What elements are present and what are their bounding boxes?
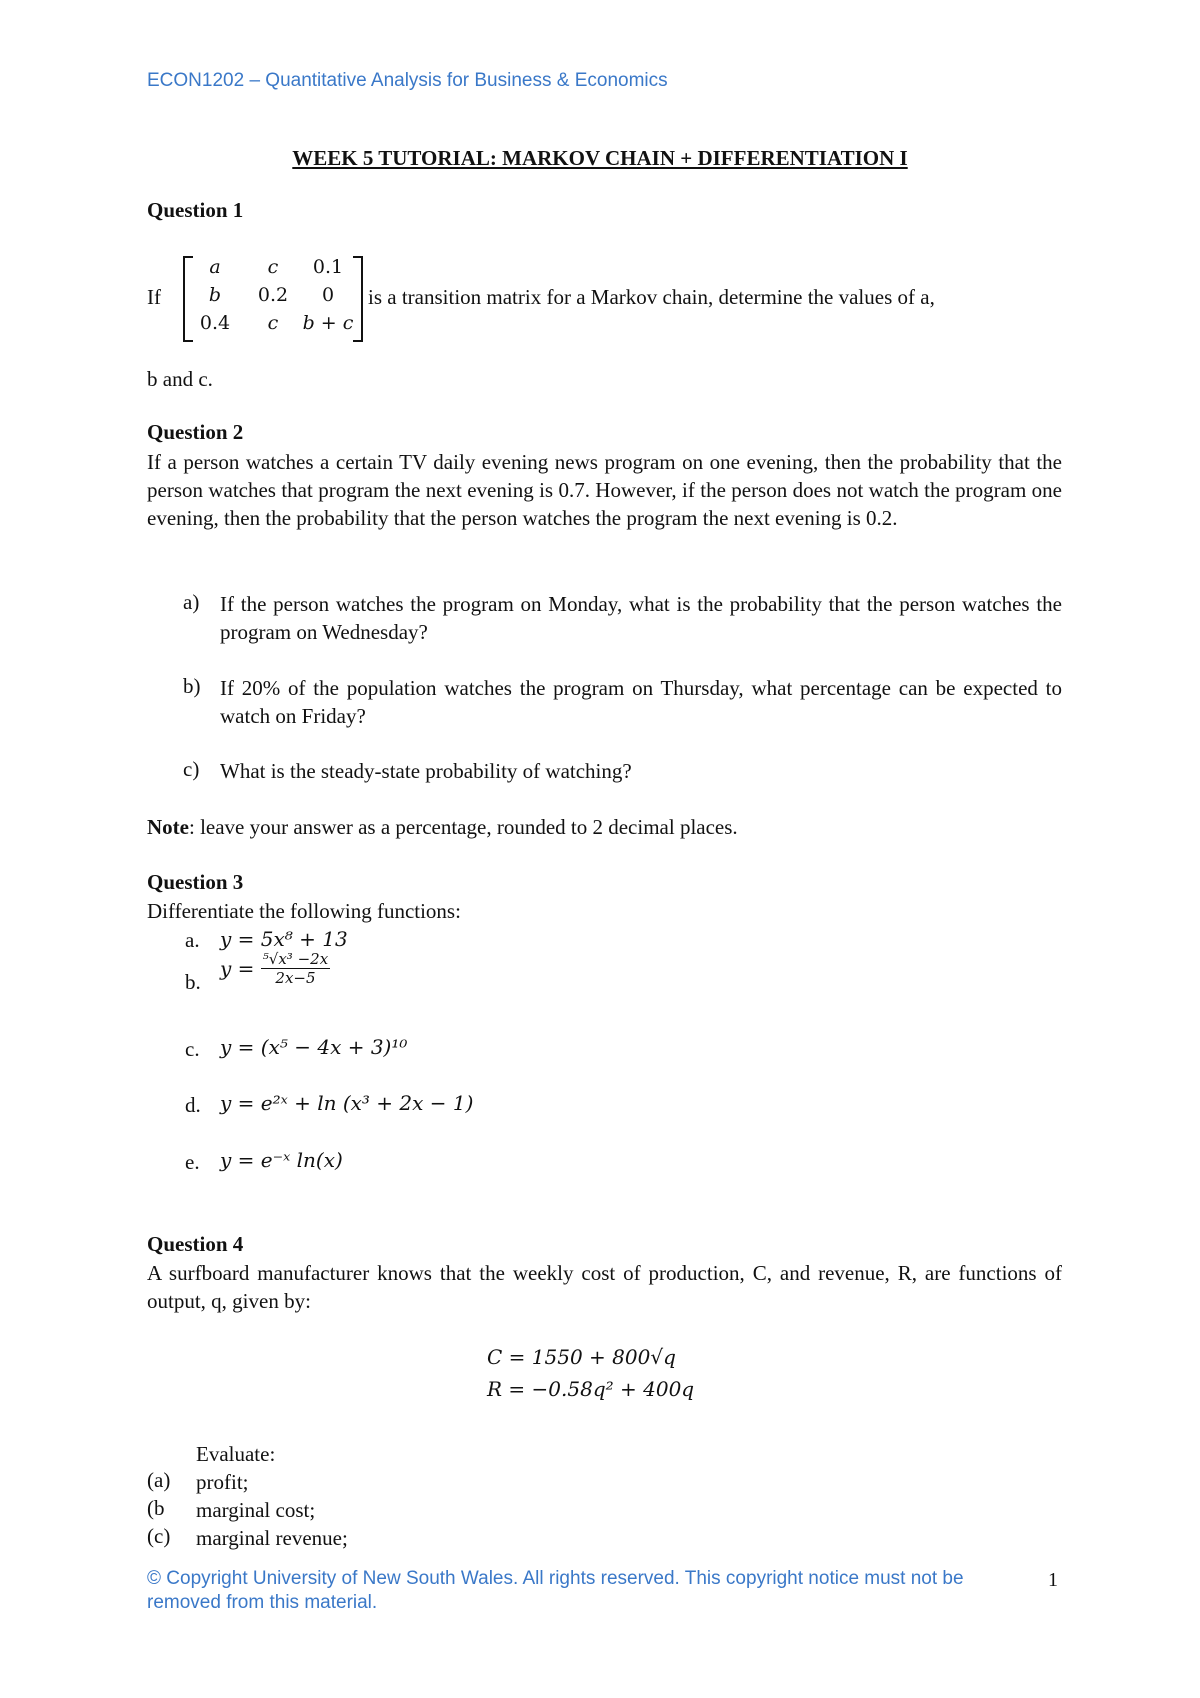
q2-part-text: If the person watches the program on Monday, what is the probability that the person watches the program on Wednesday? (220, 592, 1062, 644)
q3-item-expr: y = 5x⁸ + 13 (220, 927, 348, 951)
matrix-cell: b + c (302, 312, 354, 334)
q3-item-label: d. (185, 1093, 201, 1117)
question-4-heading: Question 4 (147, 1232, 244, 1256)
q3-item-label: b. (185, 970, 201, 994)
note-label: Note (147, 815, 189, 839)
revenue-equation: R = −0.58q² + 400q (487, 1377, 695, 1401)
page-title: WEEK 5 TUTORIAL: MARKOV CHAIN + DIFFERENTIATION I (292, 146, 908, 170)
q4-intro: A surfboard manufacturer knows that the weekly cost of production, C, and revenue, R, are functions of output, q, given by: (147, 1261, 1062, 1313)
q2-part-text: If 20% of the population watches the program on Thursday, what percentage can be expected to watch on Friday? (220, 676, 1062, 728)
matrix-cell: 0.4 (199, 312, 231, 334)
q4-part-label: (c) (147, 1524, 171, 1548)
q4-part-text: profit; (196, 1470, 249, 1494)
fraction-lhs: y = (220, 956, 255, 981)
q2-part-label: b) (183, 674, 201, 698)
transition-matrix (183, 254, 363, 342)
matrix-cell: c (267, 312, 279, 334)
q2-part-text: What is the steady-state probability of watching? (220, 759, 632, 783)
question-3-heading: Question 3 (147, 870, 244, 894)
q2-note (147, 813, 1062, 841)
q4-part-label: (b (147, 1496, 165, 1520)
course-header: ECON1202 – Quantitative Analysis for Business & Economics (147, 70, 668, 91)
fraction (261, 950, 330, 987)
q1-prefix: If (147, 285, 161, 309)
question-2-heading: Question 2 (147, 420, 244, 444)
q2-intro: If a person watches a certain TV daily evening news program on one evening, then the probability that the person watches that program the next evening is 0.7. However, if the person does not watch the program one evening, then the probability that the person watches the program the next evening is 0.2. (147, 450, 1062, 530)
note-text: : leave your answer as a percentage, rounded to 2 decimal places. (188, 815, 738, 839)
q4-part-label: (a) (147, 1468, 171, 1492)
copyright-footer: © Copyright University of New South Wales. All rights reserved. This copyright notice must not be removed from this material. (147, 1568, 964, 1613)
q2-part-label: c) (183, 757, 200, 781)
question-1-heading: Question 1 (147, 198, 244, 222)
page-number: 1 (1048, 1569, 1058, 1591)
q3-item-expr: y = (x⁵ − 4x + 3)¹⁰ (220, 1035, 408, 1059)
matrix-cell: b (208, 284, 222, 306)
q3-item-label: c. (185, 1037, 200, 1061)
q3-intro: Differentiate the following functions: (147, 899, 461, 923)
matrix-cell: 0.2 (257, 284, 289, 306)
q1-text-continued: b and c. (147, 367, 213, 391)
q3-item-expr: y = e⁻ˣ ln(x) (220, 1148, 343, 1172)
q3-item-label: a. (185, 928, 200, 952)
cost-equation: C = 1550 + 800√q (487, 1345, 676, 1369)
q1-text: is a transition matrix for a Markov chain, determine the values of a, (368, 285, 935, 309)
q3-item-expr: y = e²ˣ + ln (x³ + 2x − 1) (220, 1091, 474, 1115)
q4-part-text: marginal revenue; (196, 1526, 348, 1550)
fraction-numerator: ⁵√x³ −2x (262, 950, 329, 968)
matrix-cell: 0 (321, 284, 335, 306)
q3-item-label: e. (185, 1150, 200, 1174)
fraction-denominator: 2x−5 (275, 969, 316, 987)
q3-item-fraction-expr (220, 950, 330, 987)
matrix-cell: c (267, 256, 279, 278)
q4-part-text: marginal cost; (196, 1498, 316, 1522)
matrix-cell: 0.1 (312, 256, 344, 278)
matrix-cell: a (209, 256, 221, 278)
q2-part-label: a) (183, 590, 200, 614)
q4-evaluate: Evaluate: (196, 1442, 276, 1466)
